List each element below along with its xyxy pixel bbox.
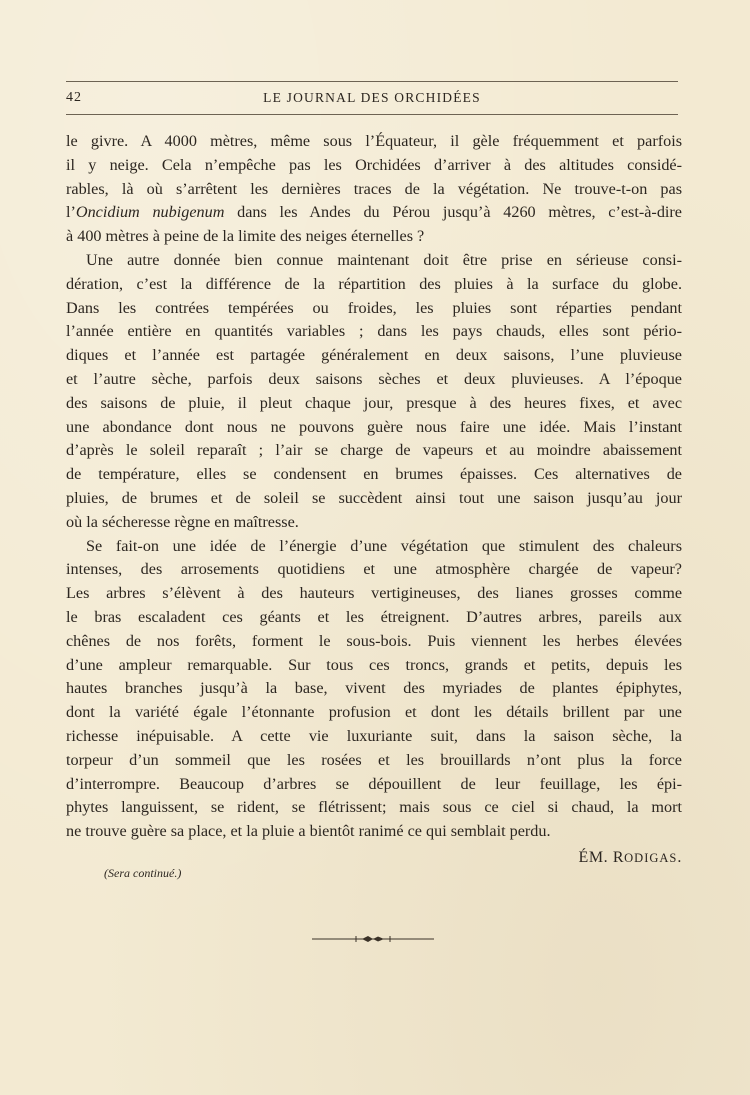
text-line — [66, 201, 682, 225]
page-header — [66, 88, 678, 110]
page-number: 42 — [66, 90, 82, 105]
article-body — [66, 130, 682, 844]
signature-name-small-caps: ODIGAS — [624, 851, 678, 865]
text-line: hautes branches jusqu’à la base, vivent des myriades de plantes épiphytes, — [66, 679, 682, 698]
text-line-segment: l’ — [66, 203, 76, 222]
species-name: Oncidium nubigenum — [75, 203, 225, 222]
text-line: dont la variété égale l’étonnante profusion et dont les détails brillent par une — [66, 703, 682, 722]
signature-initial: ÉM. — [578, 849, 609, 866]
text-line: torpeur d’un sommeil que les rosées et les brouillards n’ont plus la force — [66, 750, 682, 769]
text-line: Les arbres s’élèvent à des hauteurs vertigineuses, des lianes grosses comme — [66, 584, 682, 603]
fleuron-divider-icon — [312, 932, 434, 946]
text-line: diques et l’année est partagée généralement en deux saisons, l’une pluvieuse — [66, 346, 682, 365]
text-line: le bras escaladent ces géants et les étreignent. D’autres arbres, pareils aux — [66, 607, 682, 626]
text-line: dération, c’est la différence de la répartition des pluies à la surface du globe. — [66, 274, 682, 293]
text-line: Dans les contrées tempérées ou froides, les pluies sont réparties pendant — [66, 298, 682, 317]
continuation-note: (Sera continué.) — [104, 866, 182, 880]
text-line: à 400 mètres à peine de la limite des neiges éternelles ? — [66, 227, 425, 246]
text-line: pluies, de brumes et de soleil se succèdent ainsi tout une saison jusqu’au jour — [66, 488, 682, 507]
text-line: phytes languissent, se rident, se flétrissent; mais sous ce ciel si chaud, la mort — [66, 798, 682, 817]
text-line: d’une ampleur remarquable. Sur tous ces troncs, grands et petits, depuis les — [66, 655, 682, 674]
text-line: Se fait-on une idée de l’énergie d’une végétation que stimulent des chaleurs — [86, 536, 682, 555]
text-line: d’interrompre. Beaucoup d’arbres se dépouillent de leur feuillage, les épi- — [66, 774, 682, 793]
running-title: LE JOURNAL DES ORCHIDÉES — [263, 90, 481, 105]
author-signature — [470, 846, 682, 870]
text-line-segment: dans les Andes du Pérou jusqu’à 4260 mètres, c’est-à-dire — [224, 203, 682, 222]
text-line: le givre. A 4000 mètres, même sous l’Équateur, il gèle fréquemment et parfois — [66, 132, 682, 150]
signature-name — [613, 849, 682, 866]
signature-end: . — [677, 849, 682, 866]
text-line: il y neige. Cela n’empêche pas les Orchidées d’arriver à des altitudes considé- — [66, 155, 682, 174]
text-line: l’année entière en quantités variables ; dans les pays chauds, elles sont pério- — [66, 322, 682, 341]
header-bottom-rule — [66, 114, 678, 115]
text-line: d’après le soleil reparaît ; l’air se charge de vapeurs et au moindre abaissement — [66, 441, 682, 460]
text-line: de température, elles se condensent en brumes épaisses. Ces alternatives de — [66, 465, 682, 484]
text-line: où la sécheresse règne en maîtresse. — [66, 512, 299, 531]
text-line: Une autre donnée bien connue maintenant doit être prise en sérieuse consi- — [86, 250, 682, 269]
text-line: et l’autre sèche, parfois deux saisons sèches et deux pluvieuses. A l’époque — [66, 369, 682, 388]
text-line: une abondance dont nous ne pouvons guère nous faire une idée. Mais l’instant — [66, 417, 682, 436]
header-top-rule — [66, 81, 678, 82]
text-line: des saisons de pluie, il pleut chaque jour, presque à des heures fixes, et avec — [66, 393, 682, 412]
text-line: chênes de nos forêts, forment le sous-bois. Puis viennent les herbes élevées — [66, 631, 682, 650]
text-line: richesse inépuisable. A cette vie luxuriante suit, dans la saison sèche, la — [66, 726, 682, 745]
text-line: rables, là où s’arrêtent les dernières traces de la végétation. Ne trouve-t-on pas — [66, 179, 682, 198]
signature-name-first-letter: R — [612, 849, 625, 866]
text-line: intenses, des arrosements quotidiens et une atmosphère chargée de vapeur? — [66, 560, 682, 579]
text-line: ne trouve guère sa place, et la pluie a bientôt ranimé ce qui semblait perdu. — [66, 822, 551, 841]
